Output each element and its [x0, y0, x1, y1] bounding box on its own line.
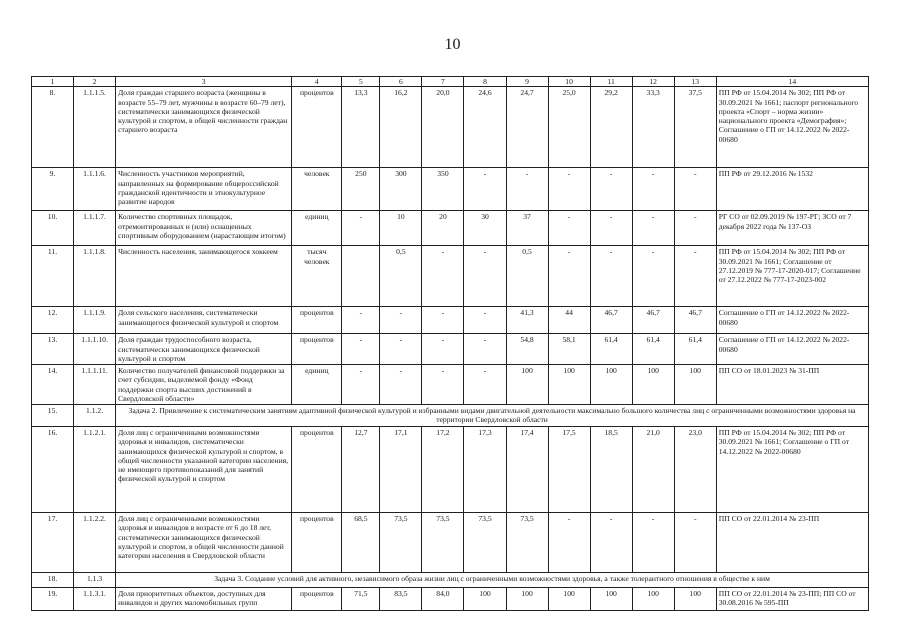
value-cell: 17,1 — [380, 427, 422, 513]
indicators-table — [31, 76, 869, 611]
value-cell: 13,3 — [342, 87, 380, 168]
row-number-cell: 17. — [32, 513, 74, 573]
value-cell: 68,5 — [342, 513, 380, 573]
header-cell: 10 — [548, 77, 590, 87]
value-cell: 100 — [548, 588, 590, 611]
header-cell: 13 — [674, 77, 716, 87]
source-cell: РГ СО от 02.09.2019 № 197-РГ; ЗСО от 7 декабря 2022 года № 137-ОЗ — [716, 211, 868, 246]
source-cell: Соглашение о ГП от 14.12.2022 № 2022-00680 — [716, 307, 868, 334]
value-cell: 100 — [506, 588, 548, 611]
value-cell: 10 — [380, 211, 422, 246]
table-row — [32, 87, 869, 168]
header-cell: 2 — [74, 77, 116, 87]
value-cell: - — [380, 307, 422, 334]
indicator-code-cell: 1.1.1.7. — [74, 211, 116, 246]
value-cell: - — [632, 211, 674, 246]
indicator-code-cell: 1.1.3.1. — [74, 588, 116, 611]
value-cell: - — [590, 513, 632, 573]
value-cell: 100 — [590, 365, 632, 405]
value-cell: 61,4 — [632, 334, 674, 365]
row-number-cell: 8. — [32, 87, 74, 168]
value-cell: - — [590, 211, 632, 246]
indicator-code-cell: 1.1.1.8. — [74, 246, 116, 307]
row-number-cell: 12. — [32, 307, 74, 334]
indicator-name-cell: Доля приоритетных объектов, доступных для инвалидов и других маломобильных групп — [116, 588, 292, 611]
task-row — [32, 573, 869, 588]
row-number-cell: 10. — [32, 211, 74, 246]
source-cell: ПП РФ от 15.04.2014 № 302; ПП РФ от 30.09.2021 № 1661; паспорт регионального проекта «Спорт – норма жизни» национального проекта «Демография»; Соглашение о ГП от 14.12.2022 № 2022-00680 — [716, 87, 868, 168]
value-cell: 46,7 — [632, 307, 674, 334]
header-cell: 4 — [292, 77, 342, 87]
indicator-code-cell: 1.1.1.5. — [74, 87, 116, 168]
value-cell: 17,5 — [548, 427, 590, 513]
table-row — [32, 246, 869, 307]
table-row — [32, 365, 869, 405]
value-cell: 30 — [464, 211, 506, 246]
value-cell: 73,5 — [422, 513, 464, 573]
indicator-name-cell: Доля лиц с ограниченными возможностями здоровья и инвалидов в возрасте от 6 до 18 лет, систематически занимающихся физической культурой и спортом, в общей численности данной категории населения в Свердловской области — [116, 513, 292, 573]
header-cell: 12 — [632, 77, 674, 87]
value-cell: 37 — [506, 211, 548, 246]
value-cell: 73,5 — [464, 513, 506, 573]
value-cell: 61,4 — [674, 334, 716, 365]
value-cell: 100 — [506, 365, 548, 405]
value-cell: 20 — [422, 211, 464, 246]
header-cell: 9 — [506, 77, 548, 87]
indicator-code-cell: 1.1.1.6. — [74, 168, 116, 211]
indicator-code-cell: 1.1.1.10. — [74, 334, 116, 365]
value-cell: - — [632, 513, 674, 573]
value-cell: 300 — [380, 168, 422, 211]
value-cell: 25,0 — [548, 87, 590, 168]
value-cell: 100 — [464, 588, 506, 611]
value-cell: 61,4 — [590, 334, 632, 365]
table-row — [32, 168, 869, 211]
header-cell: 5 — [342, 77, 380, 87]
value-cell: 17,4 — [506, 427, 548, 513]
row-number-cell: 18. — [32, 573, 74, 588]
value-cell: 12,7 — [342, 427, 380, 513]
value-cell: - — [548, 246, 590, 307]
row-number-cell: 16. — [32, 427, 74, 513]
value-cell: - — [674, 246, 716, 307]
header-cell: 11 — [590, 77, 632, 87]
header-cell: 1 — [32, 77, 74, 87]
indicator-code-cell: 1.1.3 — [74, 573, 116, 588]
source-cell: ПП РФ от 15.04.2014 № 302; ПП РФ от 30.09.2021 № 1661; Соглашение о ГП от 14.12.2022 № 2022-00680 — [716, 427, 868, 513]
value-cell: - — [422, 246, 464, 307]
value-cell: - — [464, 168, 506, 211]
value-cell: 23,0 — [674, 427, 716, 513]
indicator-code-cell: 1.1.2. — [74, 405, 116, 427]
value-cell: 29,2 — [590, 87, 632, 168]
value-cell: 16,2 — [380, 87, 422, 168]
unit-cell: процентов — [292, 427, 342, 513]
task-title-cell: Задача 2. Привлечение к систематическим занятиям адаптивной физической культурой и избранными видами двигательной деятельности максимально большого количества лиц с ограниченными возможностями здоровья на территории Свердловской области — [116, 405, 869, 427]
unit-cell: человек — [292, 168, 342, 211]
table-row — [32, 513, 869, 573]
unit-cell: процентов — [292, 588, 342, 611]
source-cell: ПП СО от 18.01.2023 № 31-ПП — [716, 365, 868, 405]
value-cell: - — [422, 334, 464, 365]
task-row — [32, 405, 869, 427]
task-title-cell: Задача 3. Создание условий для активного, независимого образа жизни лиц с ограниченными возможностями здоровья, а также толерантного отношения в обществе к ним — [116, 573, 869, 588]
value-cell: 21,0 — [632, 427, 674, 513]
value-cell: - — [464, 334, 506, 365]
value-cell: - — [590, 246, 632, 307]
table-row — [32, 307, 869, 334]
value-cell: - — [380, 334, 422, 365]
value-cell: - — [464, 246, 506, 307]
source-cell: ПП РФ от 15.04.2014 № 302; ПП РФ от 30.09.2021 № 1661; Соглашение от 27.12.2019 № 777-17-2020-017; Соглашение от 27.12.2022 № 777-17-2023-002 — [716, 246, 868, 307]
value-cell: 17,3 — [464, 427, 506, 513]
value-cell: 24,7 — [506, 87, 548, 168]
unit-cell: процентов — [292, 87, 342, 168]
value-cell: 20,0 — [422, 87, 464, 168]
value-cell: 33,3 — [632, 87, 674, 168]
value-cell: 100 — [548, 365, 590, 405]
source-cell: ПП РФ от 29.12.2016 № 1532 — [716, 168, 868, 211]
indicator-code-cell: 1.1.1.11. — [74, 365, 116, 405]
value-cell: 46,7 — [590, 307, 632, 334]
value-cell: - — [632, 168, 674, 211]
header-cell: 7 — [422, 77, 464, 87]
value-cell — [342, 246, 380, 307]
value-cell: - — [674, 211, 716, 246]
row-number-cell: 11. — [32, 246, 74, 307]
row-number-cell: 15. — [32, 405, 74, 427]
value-cell: 350 — [422, 168, 464, 211]
header-row — [32, 77, 869, 87]
table-row — [32, 427, 869, 513]
value-cell: - — [342, 334, 380, 365]
value-cell: - — [548, 211, 590, 246]
value-cell: 100 — [632, 365, 674, 405]
indicator-name-cell: Численность участников мероприятий, направленных на формирование общероссийской гражданской идентичности и этнокультурное развитие народов — [116, 168, 292, 211]
header-cell: 8 — [464, 77, 506, 87]
value-cell: 24,6 — [464, 87, 506, 168]
value-cell: 100 — [632, 588, 674, 611]
unit-cell: единиц — [292, 211, 342, 246]
header-cell: 6 — [380, 77, 422, 87]
value-cell: - — [342, 211, 380, 246]
value-cell: 250 — [342, 168, 380, 211]
value-cell: 0,5 — [506, 246, 548, 307]
unit-cell: процентов — [292, 513, 342, 573]
indicator-name-cell: Численность населения, занимающегося хоккеем — [116, 246, 292, 307]
value-cell: 18,5 — [590, 427, 632, 513]
unit-cell: процентов — [292, 334, 342, 365]
value-cell: 84,0 — [422, 588, 464, 611]
value-cell: - — [674, 168, 716, 211]
value-cell: 73,5 — [380, 513, 422, 573]
row-number-cell: 19. — [32, 588, 74, 611]
value-cell: - — [548, 168, 590, 211]
table-row — [32, 211, 869, 246]
value-cell: 17,2 — [422, 427, 464, 513]
value-cell: - — [548, 513, 590, 573]
value-cell: - — [674, 513, 716, 573]
value-cell: 100 — [674, 365, 716, 405]
value-cell: 44 — [548, 307, 590, 334]
unit-cell: единиц — [292, 365, 342, 405]
value-cell: - — [590, 168, 632, 211]
indicator-name-cell: Доля граждан трудоспособного возраста, систематически занимающихся физической культурой и спортом — [116, 334, 292, 365]
value-cell: 100 — [590, 588, 632, 611]
value-cell: - — [422, 365, 464, 405]
table-row — [32, 588, 869, 611]
header-cell: 3 — [116, 77, 292, 87]
source-cell: ПП СО от 22.01.2014 № 23-ПП; ПП СО от 30.08.2016 № 595-ПП — [716, 588, 868, 611]
value-cell: 41,3 — [506, 307, 548, 334]
source-cell: ПП СО от 22.01.2014 № 23-ПП — [716, 513, 868, 573]
indicator-name-cell: Количество получателей финансовой поддержки за счет субсидии, выделяемой фонду «Фонд поддержки спорта высших достижений в Свердловской области» — [116, 365, 292, 405]
value-cell: 73,5 — [506, 513, 548, 573]
value-cell: - — [380, 365, 422, 405]
unit-cell: процентов — [292, 307, 342, 334]
header-cell: 14 — [716, 77, 868, 87]
value-cell: 0,5 — [380, 246, 422, 307]
value-cell: 100 — [674, 588, 716, 611]
table-row — [32, 334, 869, 365]
value-cell: 58,1 — [548, 334, 590, 365]
indicator-code-cell: 1.1.2.2. — [74, 513, 116, 573]
indicator-name-cell: Доля лиц с ограниченными возможностями здоровья и инвалидов, систематически занимающихся физической культурой и спортом, в общей численности указанной категории населения, не имеющего противопоказаний для занятий физической культурой и спортом — [116, 427, 292, 513]
indicator-code-cell: 1.1.2.1. — [74, 427, 116, 513]
indicator-code-cell: 1.1.1.9. — [74, 307, 116, 334]
value-cell: - — [464, 307, 506, 334]
value-cell: - — [342, 307, 380, 334]
value-cell: - — [632, 246, 674, 307]
value-cell: - — [464, 365, 506, 405]
value-cell: 83,5 — [380, 588, 422, 611]
row-number-cell: 9. — [32, 168, 74, 211]
page-number: 10 — [444, 36, 461, 53]
value-cell: 71,5 — [342, 588, 380, 611]
source-cell: Соглашение о ГП от 14.12.2022 № 2022-00680 — [716, 334, 868, 365]
indicator-name-cell: Доля граждан старшего возраста (женщины в возрасте 55–79 лет, мужчины в возрасте 60–79 лет), систематически занимающихся физической культурой и спортом, в общей численности граждан старшего возраста — [116, 87, 292, 168]
value-cell: - — [422, 307, 464, 334]
indicator-name-cell: Доля сельского населения, систематически занимающегося физической культурой и спортом — [116, 307, 292, 334]
value-cell: - — [342, 365, 380, 405]
indicator-name-cell: Количество спортивных площадок, отремонтированных и (или) оснащенных спортивным оборудованием (нарастающим итогом) — [116, 211, 292, 246]
value-cell: 37,5 — [674, 87, 716, 168]
row-number-cell: 13. — [32, 334, 74, 365]
unit-cell: тысяч человек — [292, 246, 342, 307]
row-number-cell: 14. — [32, 365, 74, 405]
value-cell: 46,7 — [674, 307, 716, 334]
value-cell: - — [506, 168, 548, 211]
value-cell: 54,8 — [506, 334, 548, 365]
